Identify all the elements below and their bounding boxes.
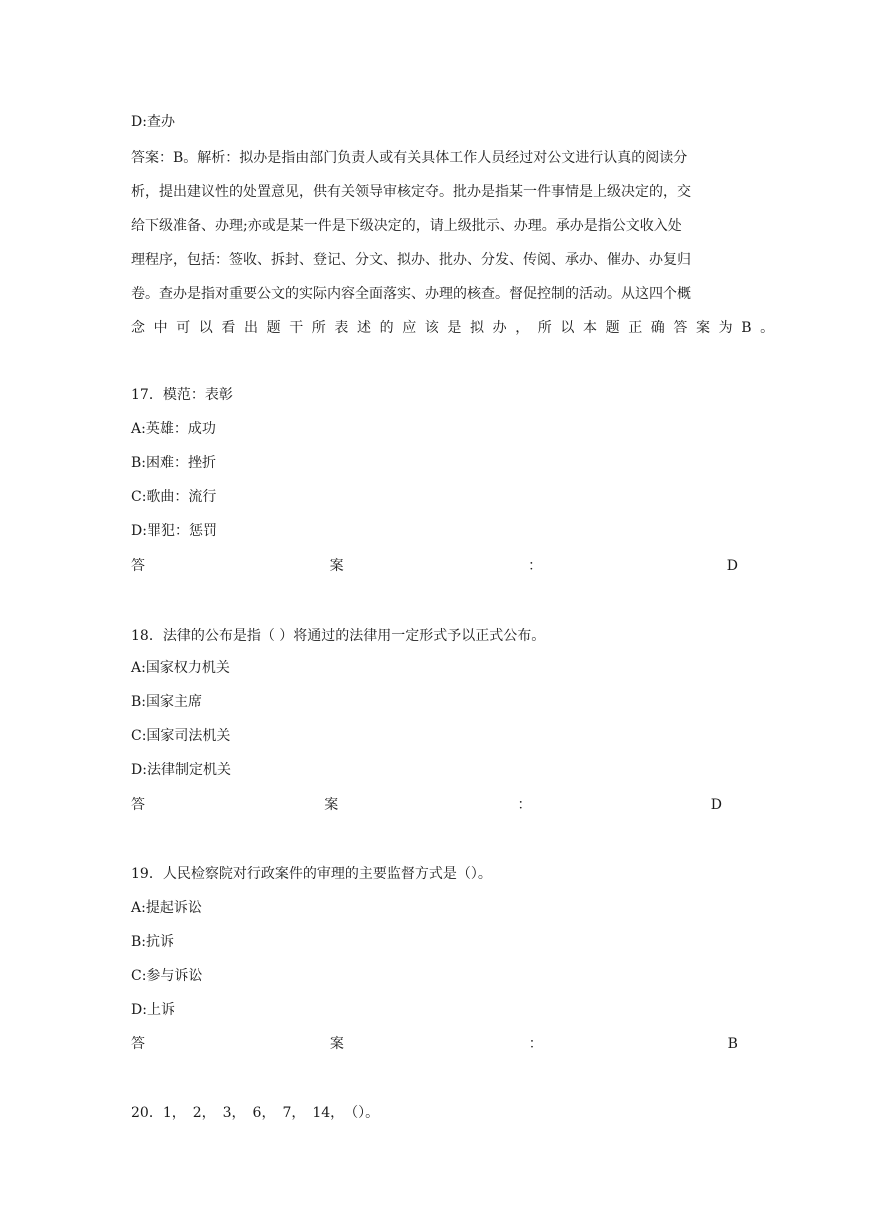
question-18-stem: 18．法律的公布是指（ ）将通过的法律用一定形式予以正式公布。 [131, 628, 546, 644]
question-19-stem: 19．人民检察院对行政案件的审理的主要监督方式是（）。 [131, 866, 492, 882]
explanation-line: 答案：B。解析：拟办是指由部门负责人或有关具体工作人员经过对公文进行认真的阅读分 [131, 150, 688, 166]
question-17-option-a: A:英雄：成功 [131, 421, 216, 437]
question-20-stem: 20．1， 2， 3， 6， 7， 14， （）。 [131, 1105, 380, 1121]
explanation-line: 析，提出建议性的处置意见，供有关领导审核定夺。批办是指某一件事情是上级决定的，交 [131, 184, 691, 200]
explanation-line: 卷。查办是指对重要公文的实际内容全面落实、办理的核查。督促控制的活动。从这四个概 [131, 286, 691, 302]
question-19-option-a: A:提起诉讼 [131, 900, 202, 916]
question-18-option-b: B:国家主席 [131, 694, 203, 710]
answer-label-char: 案 [324, 797, 339, 813]
question-17-option-c: C:歌曲：流行 [131, 489, 217, 505]
question-19-option-d: D:上诉 [131, 1002, 175, 1018]
explanation [131, 148, 783, 352]
question-18-option-c: C:国家司法机关 [131, 728, 231, 744]
answer-label-char: 案 [329, 1036, 344, 1052]
question-19-answer [131, 1034, 738, 1054]
answer-value: D [726, 558, 738, 574]
answer-colon: ： [517, 797, 532, 813]
question-17-option-d: D:罪犯：惩罚 [131, 523, 217, 539]
explanation-line: 理程序，包括：签收、拆封、登记、分文、拟办、批办、分发、传阅、承办、催办、办复归 [131, 252, 691, 268]
answer-value: B [727, 1036, 738, 1052]
option-d: D:查办 [131, 114, 175, 130]
question-17-stem: 17．模范：表彰 [131, 387, 233, 403]
answer-label-char: 答 [131, 797, 145, 813]
answer-label-char: 案 [329, 558, 344, 574]
explanation-line-last: 念中可以看出题干所表述的应该是拟办，所以本题正确答案为B。 [131, 320, 783, 336]
question-19-option-c: C:参与诉讼 [131, 968, 203, 984]
question-18-answer [131, 795, 722, 815]
answer-colon: ： [528, 558, 543, 574]
question-18-option-d: D:法律制定机关 [131, 762, 231, 778]
question-18-option-a: A:国家权力机关 [131, 660, 230, 676]
answer-label-char: 答 [131, 558, 145, 574]
question-19-option-b: B:抗诉 [131, 934, 175, 950]
question-17-answer [131, 556, 738, 576]
explanation-line: 给下级准备、办理;亦或是某一件是下级决定的，请上级批示、办理。承办是指公文收入处 [131, 218, 682, 234]
answer-value: D [710, 797, 722, 813]
question-17-option-b: B:困难：挫折 [131, 455, 217, 471]
answer-label-char: 答 [131, 1036, 145, 1052]
answer-colon: ： [528, 1036, 543, 1052]
